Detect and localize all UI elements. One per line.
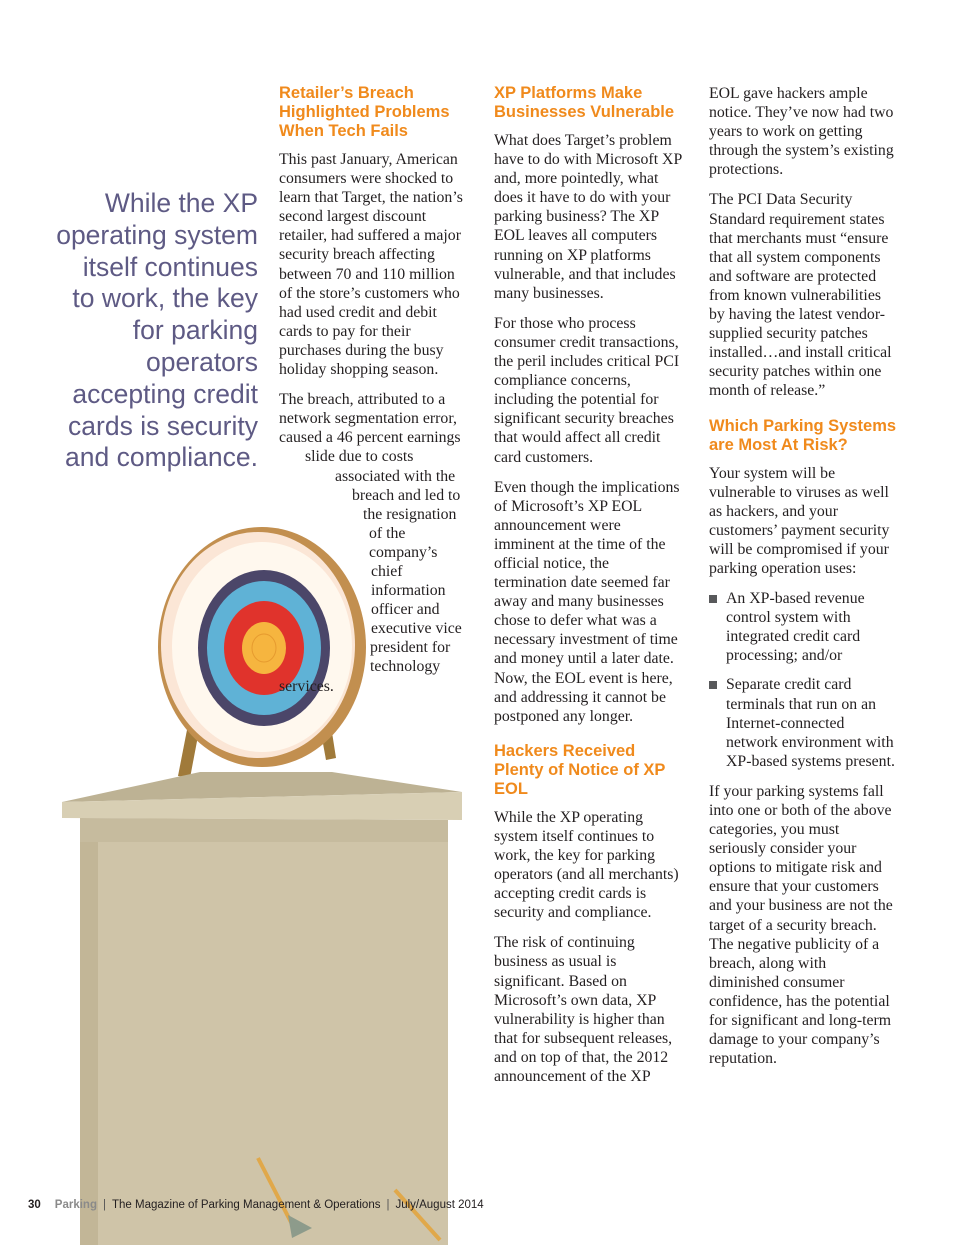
- bullet-list: [709, 589, 899, 771]
- section-heading: Retailer’s Breach Highlighted Problems When Tech Fails: [279, 84, 450, 140]
- footer-separator: |: [386, 1199, 390, 1211]
- body-paragraph: This past January, American consumers were shocked to learn that Target, the nation’s second largest discount retailer, had suffered a major security breach affecting between 70 and 110 million of the store’s customers who had used credit and debit cards to pay for their purchases during the busy holiday shopping season.: [279, 151, 463, 379]
- column-3: [709, 84, 899, 1079]
- page-footer: [28, 1199, 484, 1211]
- pedestal-icon: [62, 772, 462, 1245]
- magazine-tagline: The Magazine of Parking Management & Operations: [111, 1199, 381, 1211]
- body-paragraph: What does Target’s problem have to do with Microsoft XP and, more pointedly, what does it have to do with your parking business? The XP EOL leaves all computers running on XP platforms vulnerable, and that includes many businesses.: [494, 132, 682, 302]
- section-heading: Hackers Received Plenty of Notice of XP EOL: [494, 741, 666, 798]
- section-heading: Which Parking Systems are Most At Risk?: [709, 416, 897, 454]
- body-paragraph: For those who process consumer credit transactions, the peril includes critical PCI compliance concerns, including the potential for significant security breaches that would affect all credit card customers.: [494, 314, 680, 466]
- body-paragraph: If your parking systems fall into one or both of the above categories, you must seriously consider your options to mitigate risk and ensure that your customers and your business are not the target of a security breach. The negative publicity of a breach, along with diminished consumer confidence, has the potential for significant and long-term damage to your company’s reputation.: [709, 782, 893, 1068]
- wrapped-paragraph-block: [279, 390, 465, 696]
- pull-quote: While the XP operating system itself continues to work, the key for parking operators accepting credit cards is security and compliance.: [56, 188, 258, 473]
- body-paragraph: EOL gave hackers ample notice. They’ve now had two years to work on getting through the system’s existing protections.: [709, 85, 894, 179]
- column-2: [494, 84, 682, 1097]
- body-paragraph: Your system will be vulnerable to viruses as well as hackers, and your customers’ payment security will be compromised if your parking operation uses:: [709, 464, 890, 577]
- column-1: [279, 84, 465, 707]
- issue-date: July/August 2014: [395, 1199, 484, 1211]
- body-paragraph: The risk of continuing business as usual is significant. Based on Microsoft’s own data, XP vulnerability is higher than that for subsequent releases, and on top of that, the 2012 announcement of the XP: [494, 934, 673, 1086]
- body-paragraph: The PCI Data Security Standard requirement states that merchants must “ensure that all system components and software are protected from known vulnerabilities by having the latest vendor-supplied security patches installed…and install critical security patches within one month of release.”: [709, 191, 892, 400]
- list-item: An XP-based revenue control system with integrated credit card processing; and/or: [709, 589, 899, 665]
- page-number: 30: [28, 1199, 41, 1211]
- section-heading: XP Platforms Make Businesses Vulnerable: [494, 84, 675, 121]
- body-paragraph: Even though the implications of Microsoft’s XP EOL announcement were imminent at the time of the official notice, the termination date seemed far away and many businesses chose to defer what was a necessary investment of time and money until a later date. Now, the EOL event is here, and addressing it cannot be postponed any longer.: [494, 478, 680, 725]
- body-paragraph: While the XP operating system itself continues to work, the key for parking operators (and all merchants) accepting credit cards is security and compliance.: [494, 808, 679, 922]
- magazine-brand: Parking: [54, 1199, 97, 1211]
- body-paragraph: The breach, attributed to a network segmentation error, caused a 46 percent earnings slide due to costs associated with the breach and led to the resignation of the company’s chief information officer and executive vice president for technology services.: [279, 391, 462, 695]
- footer-separator: |: [102, 1199, 106, 1211]
- list-item: Separate credit card terminals that run on an Internet-connected network environment with XP-based systems present.: [709, 675, 899, 770]
